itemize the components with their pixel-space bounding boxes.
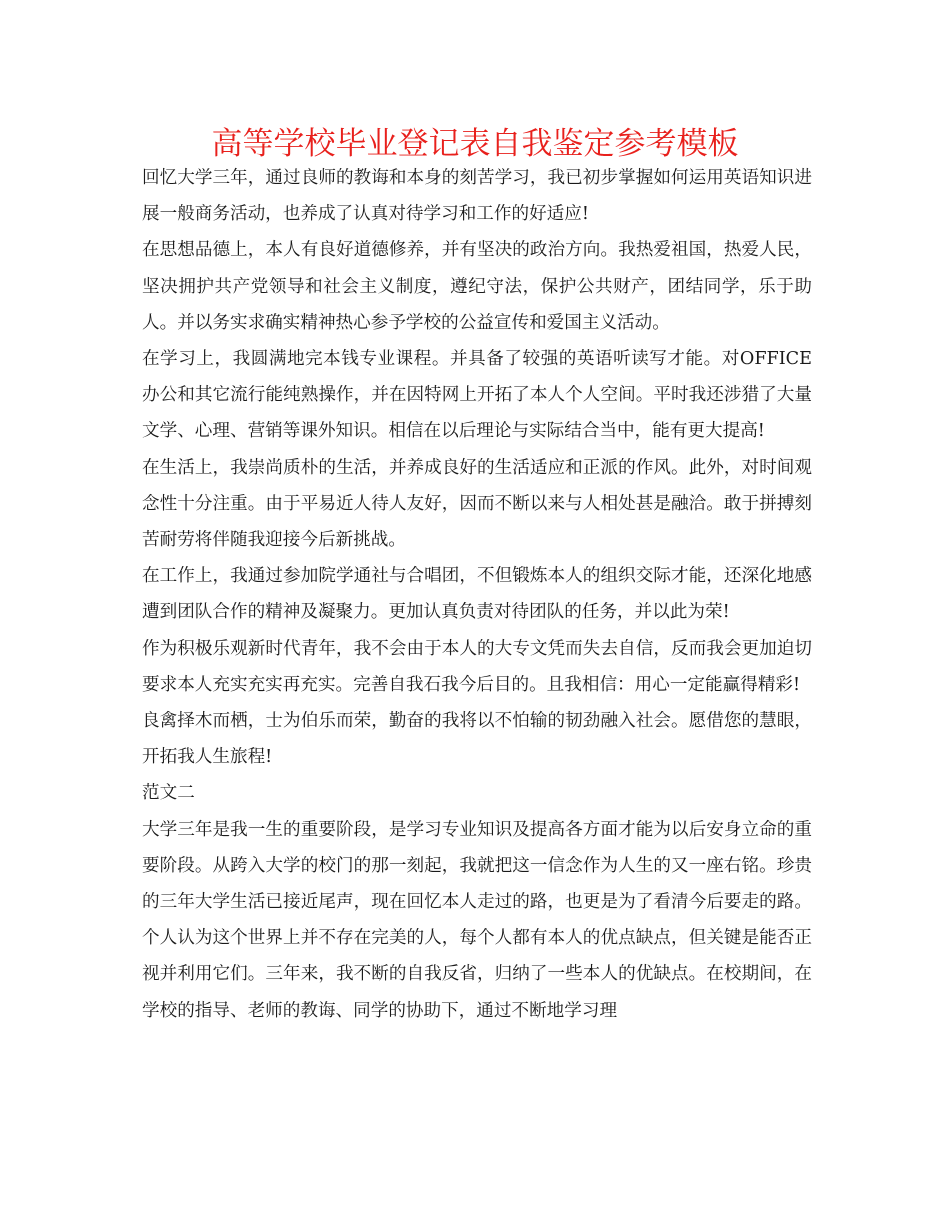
paragraph-work: 在工作上，我通过参加院学通社与合唱团，不但锻炼本人的组织交际才能，还深化地感遭到团队合作的精神及凝聚力。更加认真负责对待团队的任务，并以此为荣! [142,566,812,623]
document-body [142,160,812,1029]
paragraph-recollection: 回忆大学三年，通过良师的教诲和本身的刻苦学习，我已初步掌握如何运用英语知识进展一般商务活动，也养成了认真对待学习和工作的好适应! [142,168,812,225]
paragraph-sample-two: 大学三年是我一生的重要阶段，是学习专业知识及提高各方面才能为以后安身立命的重要阶段。从跨入大学的校门的那一刻起，我就把这一信念作为人生的又一座右铭。珍贵的三年大学生活已接近尾声，现在回忆本人走过的路，也更是为了看清今后要走的路。个人认为这个世界上并不存在完美的人，每个人都有本人的优点缺点，但关键是能否正视并利用它们。三年来，我不断的自我反省，归纳了一些本人的优缺点。在校期间，在学校的指导、老师的教诲、同学的协助下，通过不断地学习理 [142,819,812,1021]
section-heading-sample-two: 范文二 [142,783,195,804]
paragraph-life: 在生活上，我崇尚质朴的生活，并养成良好的生活适应和正派的作风。此外，对时间观念性十分注重。由于平易近人待人友好，因而不断以来与人相处甚是融洽。敢于拼搏刻苦耐劳将伴随我迎接今后新挑战。 [142,457,812,551]
paragraph-ideology: 在思想品德上，本人有良好道德修养，并有坚决的政治方向。我热爱祖国，热爱人民，坚决拥护共产党领导和社会主义制度，遵纪守法，保护公共财产，团结同学，乐于助人。并以务实求确实精神热心参予学校的公益宣传和爱国主义活动。 [142,240,812,333]
paragraph-study: 在学习上，我圆满地完本钱专业课程。并具备了较强的英语听读写才能。对OFFICE办公和其它流行能纯熟操作，并在因特网上开拓了本人个人空间。平时我还涉猎了大量文学、心理、营销等课外知识。相信在以后理论与实际结合当中，能有更大提高! [142,349,812,442]
paragraph-youth: 作为积极乐观新时代青年，我不会由于本人的大专文凭而失去自信，反而我会更加迫切要求本人充实充实再充实。完善自我石我今后目的。且我相信：用心一定能赢得精彩! [142,638,812,695]
document-title: 高等学校毕业登记表自我鉴定参考模板 [211,126,739,162]
paragraph-closing: 良禽择木而栖，士为伯乐而荣，勤奋的我将以不怕输的韧劲融入社会。愿借您的慧眼，开拓我人生旅程! [142,711,812,768]
